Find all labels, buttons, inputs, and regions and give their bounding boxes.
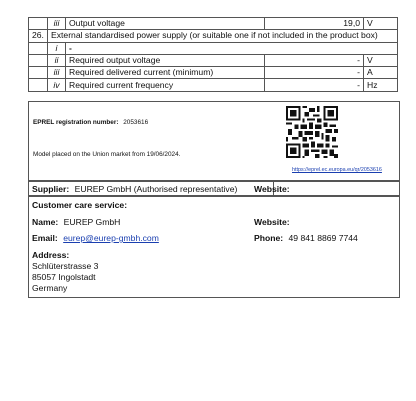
row-label: Output voltage <box>66 18 265 30</box>
sub-index: i <box>48 42 66 54</box>
eprel-qr-link[interactable]: https://eprel.ec.europa.eu/qr/2053616 <box>292 167 382 173</box>
sub-index: iv <box>48 79 66 91</box>
row-label: Required output voltage <box>66 54 265 66</box>
row-unit: V <box>364 18 398 30</box>
care-website-label: Website: <box>254 217 290 227</box>
eprel-reg-number: 2053616 <box>123 119 149 126</box>
care-email-link[interactable]: eurep@eurep-gmbh.com <box>63 233 159 243</box>
eprel-reg-label: EPREL registration number: <box>33 119 119 126</box>
care-name-label: Name: <box>32 217 59 227</box>
care-address-line1: Schlüterstrasse 3 <box>32 261 99 271</box>
row-label: Required delivered current (minimum) <box>66 67 265 79</box>
care-address-label: Address: <box>32 250 70 260</box>
spec-row <box>29 42 398 54</box>
care-email-label: Email: <box>32 233 58 243</box>
row-unit: V <box>364 54 398 66</box>
care-phone <box>254 233 358 243</box>
spec-row <box>29 67 398 79</box>
supplier-label: Supplier: <box>32 184 70 194</box>
row-unit: A <box>364 67 398 79</box>
spec-row-26-header <box>29 30 398 42</box>
care-email <box>32 233 159 243</box>
spec-table <box>28 17 398 92</box>
care-address-line2: 85057 Ingolstadt <box>32 272 96 282</box>
row-value: 19,0 <box>265 18 364 30</box>
spec-row-output-voltage <box>29 18 398 30</box>
sub-index: ii <box>48 54 66 66</box>
row-number: 26. <box>29 30 48 42</box>
section-title: External standardised power supply (or suitable one if not included in the product box) <box>48 30 398 42</box>
spec-row <box>29 54 398 66</box>
care-name-value: EUREP GmbH <box>63 217 121 227</box>
qr-code-icon <box>286 106 338 158</box>
eprel-registration <box>33 119 148 126</box>
row-label: Required current frequency <box>66 79 265 91</box>
row-value: - <box>265 54 364 66</box>
supplier-value: EUREP GmbH (Authorised representative) <box>74 184 238 194</box>
row-unit: Hz <box>364 79 398 91</box>
care-phone-value: 49 841 8869 7744 <box>288 233 358 243</box>
sub-index: iii <box>48 67 66 79</box>
supplier-info <box>32 184 237 194</box>
sub-index: iii <box>48 18 66 30</box>
care-name <box>32 217 120 227</box>
customer-care-title: Customer care service: <box>32 200 128 210</box>
row-value: - <box>265 79 364 91</box>
row-label: - <box>66 42 398 54</box>
eprel-placed-text: Model placed on the Union market from 19/06/2024. <box>33 151 181 158</box>
customer-care-box <box>28 195 400 298</box>
row-number-cell <box>29 18 48 30</box>
row-value: - <box>265 67 364 79</box>
care-address-line3: Germany <box>32 283 68 293</box>
spec-row <box>29 79 398 91</box>
care-phone-label: Phone: <box>254 233 284 243</box>
supplier-website-label: Website: <box>254 184 290 194</box>
